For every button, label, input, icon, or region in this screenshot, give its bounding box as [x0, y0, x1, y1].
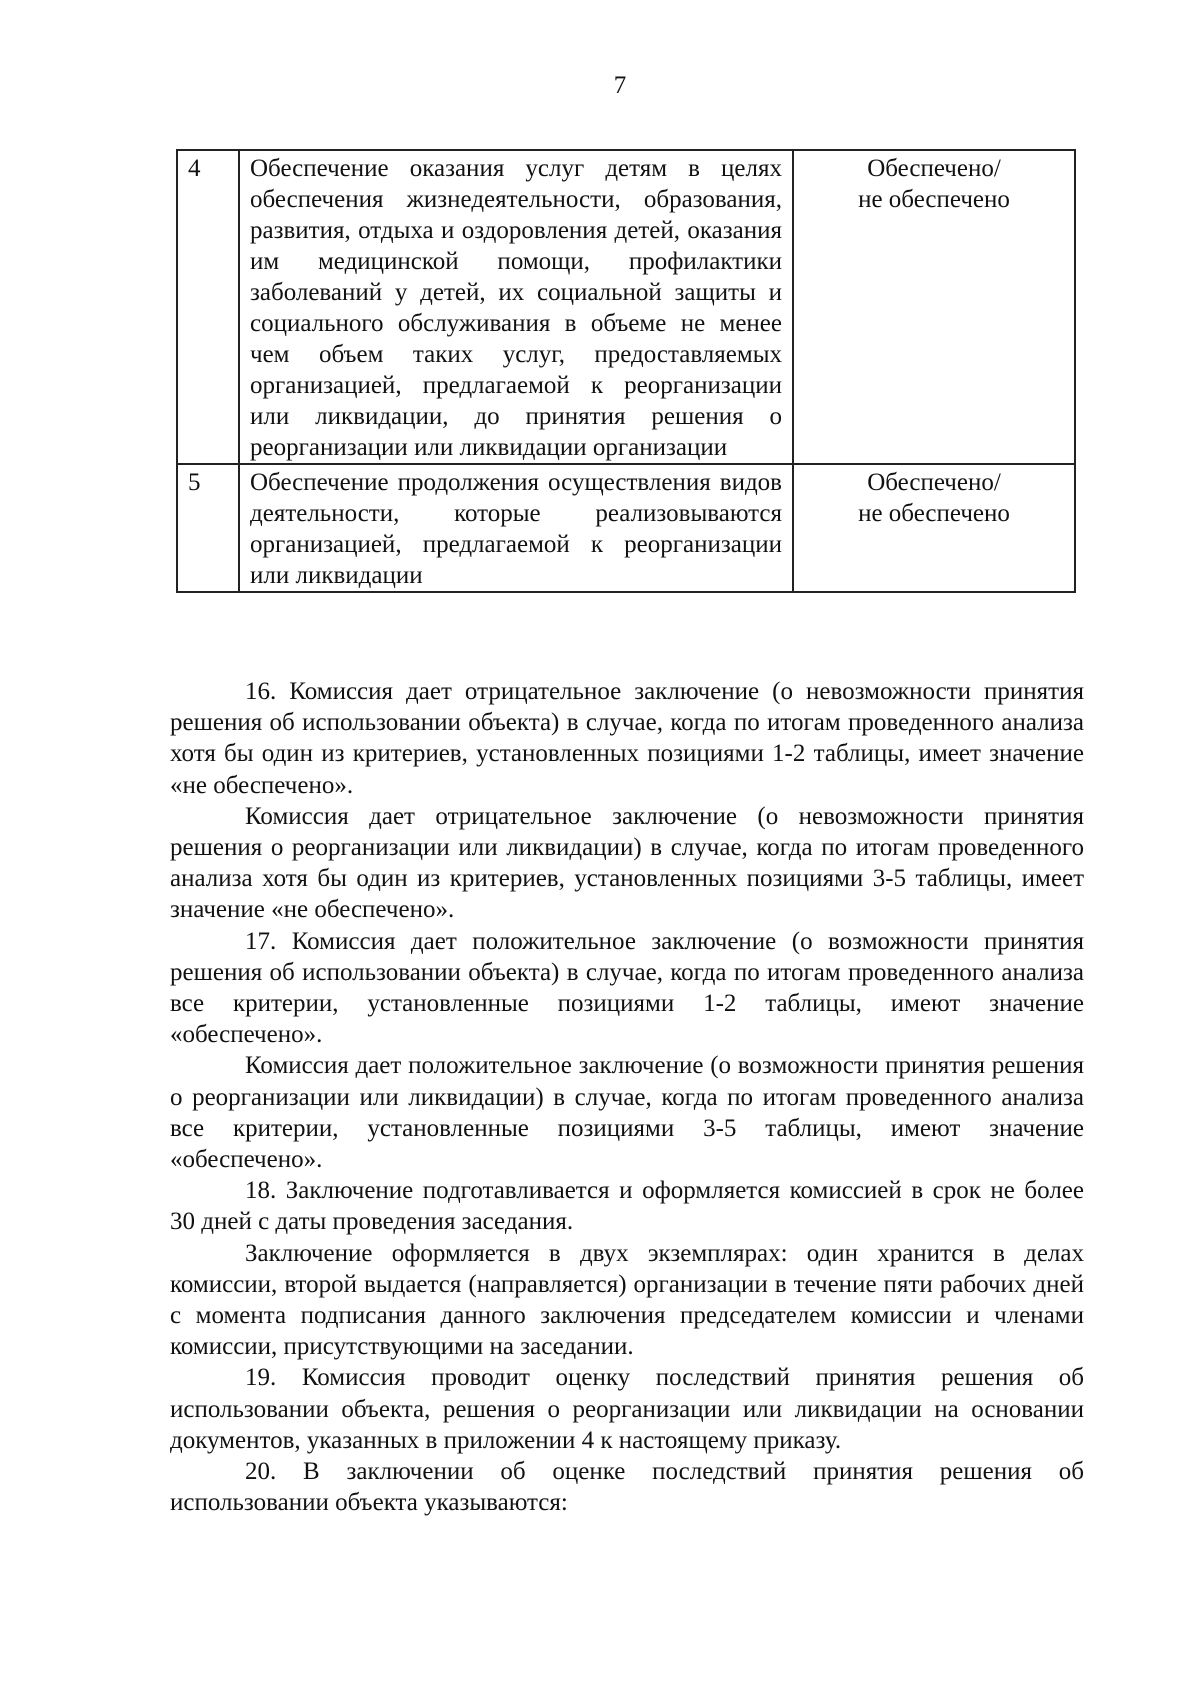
- paragraph-18-continued: Заключение оформляется в двух экземплярах: один хранится в делах комиссии, второй выдается (направляется) организации в течение пяти рабочих дней с момента подписания данного заключения председателем комиссии и членами комиссии, присутствующими на заседании.: [170, 1239, 1084, 1361]
- criterion-text: Обеспечение продолжения осуществления видов деятельности, которые реализовываются организацией, предлагаемой к реорганизации или ликвидации: [239, 464, 793, 592]
- paragraph-17-continued: Комиссия дает положительное заключение (о возможности принятия решения о реорганизации или ликвидации) в случае, когда по итогам проведенного анализа все критерии, установленные позициями 3-5 таблицы, имеют значение «обеспечено».: [170, 1052, 1084, 1174]
- status-option-not-ensured: не обеспечено: [858, 500, 1010, 527]
- status-option-ensured: Обеспечено/: [867, 469, 1001, 496]
- row-number: 5: [177, 464, 239, 592]
- status-cell: [793, 150, 1075, 464]
- status-option-not-ensured: не обеспечено: [858, 186, 1010, 213]
- body-text: [170, 676, 1084, 1518]
- criteria-table: [176, 149, 1076, 593]
- row-number: 4: [177, 150, 239, 464]
- criterion-text: Обеспечение оказания услуг детям в целях обеспечения жизнедеятельности, образования, развития, отдыха и оздоровления детей, оказания им медицинской помощи, профилактики заболеваний у детей, их социальной защиты и социального обслуживания в объеме не менее чем объем таких услуг, предоставляемых организацией, предлагаемой к реорганизации или ликвидации, до принятия решения о реорганизации или ликвидации организации: [239, 150, 793, 464]
- paragraph-17: 17. Комиссия дает положительное заключение (о возможности принятия решения об использовании объекта) в случае, когда по итогам проведенного анализа все критерии, установленные позициями 1-2 таблицы, имеют значение «обеспечено».: [170, 927, 1084, 1049]
- page-number: 7: [613, 72, 627, 99]
- paragraph-19: 19. Комиссия проводит оценку последствий принятия решения об использовании объекта, решения о реорганизации или ликвидации на основании документов, указанных в приложении 4 к настоящему приказу.: [170, 1364, 1084, 1454]
- table-row: [177, 464, 1075, 592]
- paragraph-20: 20. В заключении об оценке последствий принятия решения об использовании объекта указываются:: [170, 1458, 1084, 1517]
- status-cell: [793, 464, 1075, 592]
- paragraph-16-continued: Комиссия дает отрицательное заключение (о невозможности принятия решения о реорганизации или ликвидации) в случае, когда по итогам проведенного анализа хотя бы один из критериев, установленных позициями 3-5 таблицы, имеет значение «не обеспечено».: [170, 802, 1084, 924]
- paragraph-16: 16. Комиссия дает отрицательное заключение (о невозможности принятия решения об использовании объекта) в случае, когда по итогам проведенного анализа хотя бы один из критериев, установленных позициями 1-2 таблицы, имеет значение «не обеспечено».: [170, 678, 1084, 799]
- table-row: [177, 150, 1075, 464]
- status-option-ensured: Обеспечено/: [867, 155, 1001, 182]
- paragraph-18: 18. Заключение подготавливается и оформляется комиссией в срок не более 30 дней с даты проведения заседания.: [170, 1177, 1084, 1236]
